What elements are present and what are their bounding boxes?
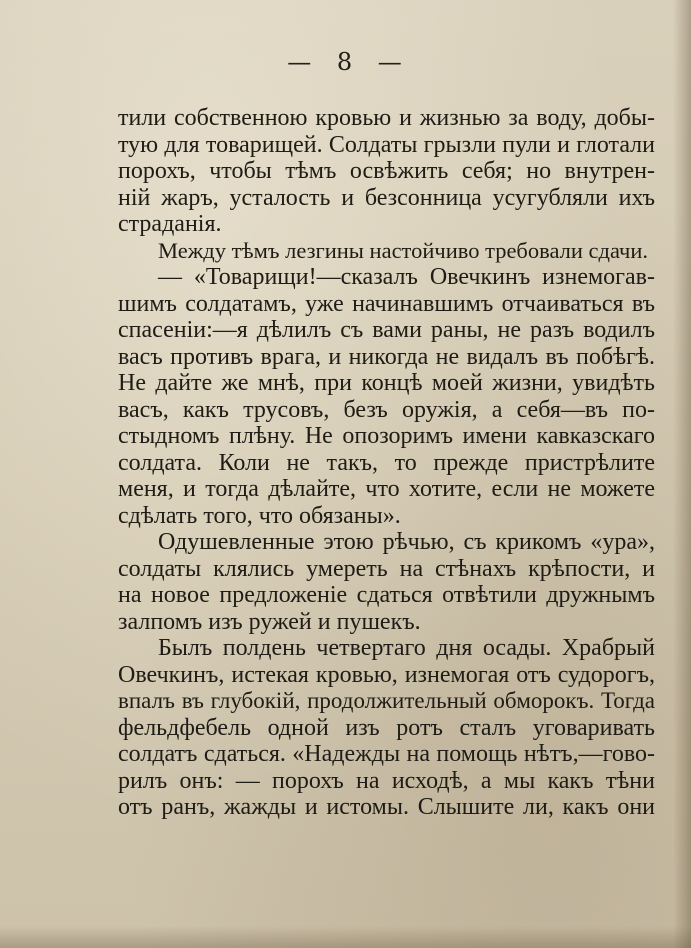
text-line: тили собственною кровью и жизнью за воду, добы- bbox=[118, 105, 655, 131]
text-line: фельдфебель одной изъ ротъ сталъ уговаривать bbox=[118, 714, 655, 741]
text-line: солдата. Коли не такъ, то прежде пристрѣлите bbox=[118, 449, 655, 476]
body-text bbox=[118, 105, 655, 821]
text-line: солдаты клялись умереть на стѣнахъ крѣпости, и bbox=[118, 555, 655, 582]
text-line: Одушевленные этою рѣчью, съ крикомъ «ура», bbox=[158, 529, 655, 555]
text-line: шимъ солдатамъ, уже начинавшимъ отчаиваться въ bbox=[118, 290, 655, 317]
text-line: отъ ранъ, жажды и истомы. Слышите ли, какъ они bbox=[118, 794, 655, 820]
text-line: сдѣлать того, что обязаны». bbox=[118, 502, 401, 529]
text-line: страданія. bbox=[118, 211, 222, 237]
text-line: на новое предложеніе сдаться отвѣтили дружнымъ bbox=[118, 582, 655, 608]
text-line: Не дайте же мнѣ, при концѣ моей жизни, увидѣть bbox=[118, 370, 655, 396]
page-header bbox=[0, 48, 691, 76]
text-line: порохъ, чтобы тѣмъ освѣжить себя; но внутрен- bbox=[118, 158, 655, 184]
page-edge-shadow-right bbox=[673, 0, 691, 948]
text-line: меня, и тогда дѣлайте, что хотите, если не можете bbox=[118, 476, 655, 502]
header-dash-right: — bbox=[377, 48, 404, 76]
page-number: 8 bbox=[336, 48, 355, 76]
text-line: Между тѣмъ лезгины настойчиво требовали сдачи. bbox=[158, 237, 649, 263]
text-line: — «Товарищи!—сказалъ Овечкинъ изнемогав- bbox=[158, 264, 655, 290]
text-line: васъ противъ врага, и никогда не видалъ въ побѣгѣ. bbox=[118, 343, 655, 370]
text-line: Былъ полдень четвертаго дня осады. Храбрый bbox=[158, 635, 655, 661]
text-line: васъ, какъ трусовъ, безъ оружія, а себя—въ по- bbox=[118, 396, 655, 423]
text-line: залпомъ изъ ружей и пушекъ. bbox=[118, 608, 421, 635]
text-line: впалъ въ глубокій, продолжительный обморокъ. Тогда bbox=[118, 688, 655, 713]
text-line: рилъ онъ: — порохъ на исходѣ, а мы какъ тѣни bbox=[118, 767, 655, 794]
text-line: спасеніи:—я дѣлилъ съ вами раны, не разъ водилъ bbox=[118, 317, 655, 343]
page-edge-shadow-bottom bbox=[0, 926, 691, 948]
text-line: Овечкинъ, истекая кровью, изнемогая отъ судорогъ, bbox=[118, 661, 655, 688]
text-line: ній жаръ, усталость и безсонница усугубляли ихъ bbox=[118, 184, 655, 211]
text-line: стыдномъ плѣну. Не опозоримъ имени кавказскаго bbox=[118, 423, 655, 449]
header-dash-left: — bbox=[287, 48, 314, 76]
text-line: солдатъ сдаться. «Надежды на помощь нѣтъ,—гово- bbox=[118, 741, 655, 767]
text-line: тую для товарищей. Солдаты грызли пули и глотали bbox=[118, 131, 655, 158]
